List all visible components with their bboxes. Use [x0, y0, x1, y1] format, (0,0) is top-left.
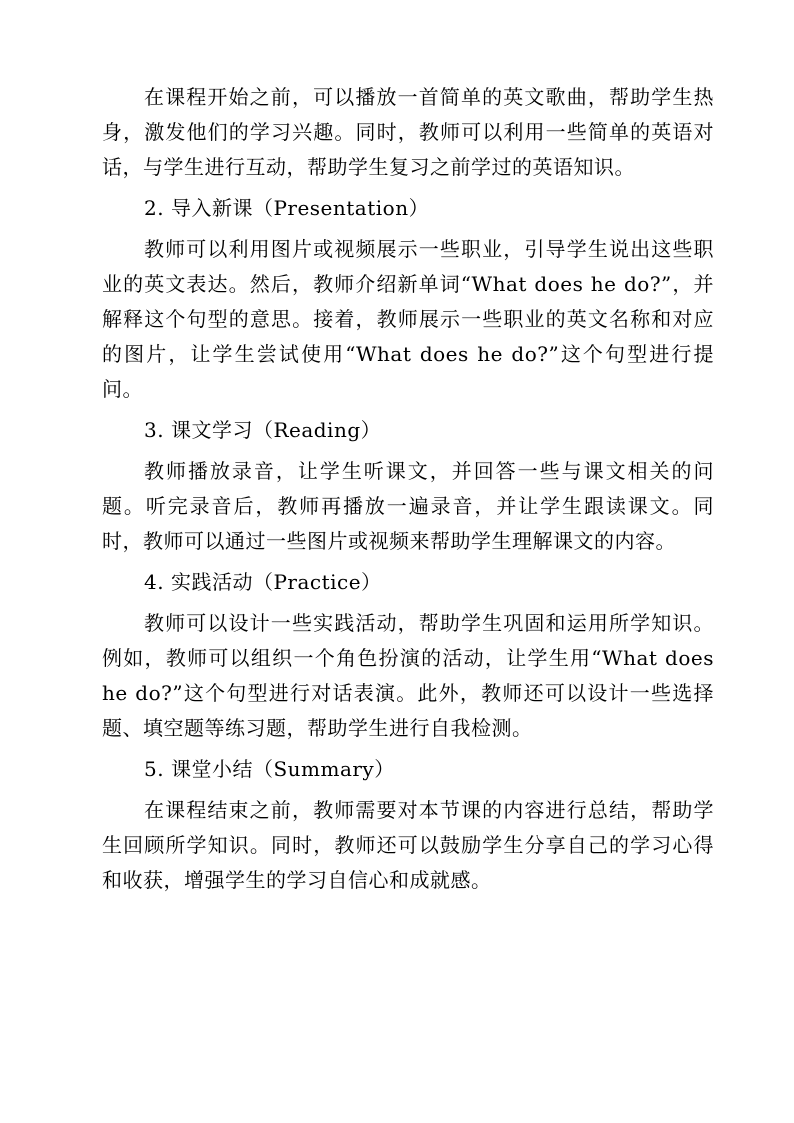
heading-practice: 4. 实践活动（Practice）: [144, 570, 382, 594]
paragraph-warmup: 在课程开始之前，可以播放一首简单的英文歌曲，帮助学生热身，激发他们的学习兴趣。同时，教师可以利用一些简单的英语对话，与学生进行互动，帮助学生复习之前学过的英语知识。: [102, 85, 714, 179]
paragraph-reading: 教师播放录音，让学生听课文，并回答一些与课文相关的问题。听完录音后，教师再播放一遍录音，并让学生跟读课文。同时，教师可以通过一些图片或视频来帮助学生理解课文的内容。: [102, 459, 714, 553]
heading-presentation: 2. 导入新课（Presentation）: [144, 196, 430, 220]
heading-reading: 3. 课文学习（Reading）: [144, 418, 382, 442]
paragraph-presentation: 教师可以利用图片或视频展示一些职业，引导学生说出这些职业的英文表达。然后，教师介绍新单词“What does he do?”，并解释这个句型的意思。接着，教师展示一些职业的英文名称和对应的图片，让学生尝试使用“What does he do?”这个句型进行提问。: [102, 237, 714, 401]
paragraph-summary: 在课程结束之前，教师需要对本节课的内容进行总结，帮助学生回顾所学知识。同时，教师还可以鼓励学生分享自己的学习心得和收获，增强学生的学习自信心和成就感。: [102, 798, 714, 892]
heading-summary: 5. 课堂小结（Summary）: [144, 757, 395, 781]
document-body: [102, 80, 714, 904]
paragraph-practice: 教师可以设计一些实践活动，帮助学生巩固和运用所学知识。例如，教师可以组织一个角色扮演的活动，让学生用“What does he do?”这个句型进行对话表演。此外，教师还可以设计一些选择题、填空题等练习题，帮助学生进行自我检测。: [102, 611, 714, 740]
